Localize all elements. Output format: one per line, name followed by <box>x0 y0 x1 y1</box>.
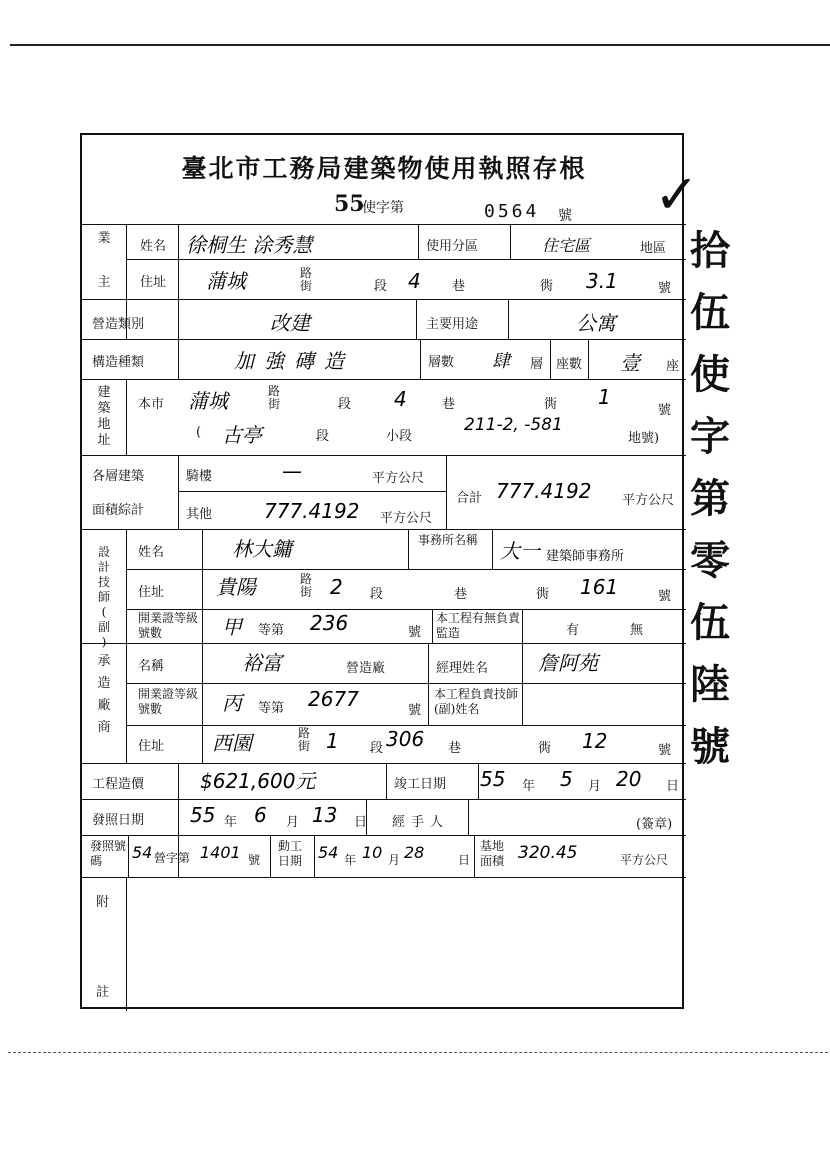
main-use-label: 主要用途 <box>426 317 479 332</box>
site-number-word: 號 <box>658 403 672 418</box>
site-section-word: 段 <box>338 397 352 412</box>
contractor-addr-label: 住址 <box>138 739 165 754</box>
page-top-edge <box>10 44 830 46</box>
total-area-label: 合計 <box>456 491 483 506</box>
rule <box>270 835 271 877</box>
owner-addr-city: 蒲城 <box>206 269 246 293</box>
license-suffix: 號 <box>558 208 572 224</box>
rule <box>126 569 686 570</box>
rule <box>492 529 493 569</box>
rule <box>178 299 179 379</box>
rule <box>386 763 387 799</box>
designer-road-label: 路街 <box>300 572 313 599</box>
manager-label: 經理姓名 <box>436 661 489 676</box>
base-area-label: 基地面積 <box>480 839 505 868</box>
site-number-value: 1 <box>598 385 611 409</box>
contractor-name-value: 裕富 <box>242 651 282 675</box>
rule <box>126 877 127 1011</box>
designer-office-value: 大一 <box>500 539 540 563</box>
rule <box>126 259 686 260</box>
arcade-label: 騎樓 <box>186 469 213 484</box>
rule <box>82 835 686 836</box>
contractor-lane-value: 306 <box>386 727 425 751</box>
contractor-license-label: 開業證等級號數 <box>138 687 199 716</box>
main-use-value: 公寓 <box>576 311 616 335</box>
permit-value: 54 <box>132 843 153 862</box>
start-day-word: 日 <box>458 853 471 867</box>
floors-value: 肆 <box>492 351 510 372</box>
rule <box>126 529 127 763</box>
designer-street-word: 衖 <box>536 587 550 602</box>
site-street-word: 衖 <box>544 397 558 412</box>
designer-addr-value: 貴陽 <box>216 575 256 599</box>
base-area-unit: 平方公尺 <box>620 853 669 867</box>
rule <box>82 643 686 644</box>
floors-unit: 層 <box>530 357 544 372</box>
contractor-road-label: 路街 <box>298 726 311 753</box>
owner-label-bottom: 主 <box>97 275 111 290</box>
other-area-unit: 平方公尺 <box>380 511 433 526</box>
owner-addr-label: 住址 <box>140 275 167 290</box>
floors-label: 層數 <box>428 355 455 370</box>
rule <box>550 339 551 379</box>
contractor-tech-label: 本工程負責技師(副)姓名 <box>434 687 519 716</box>
completion-label: 竣工日期 <box>394 777 447 792</box>
notes-label-bottom: 註 <box>96 985 110 1000</box>
site-lot-open: ( <box>196 425 202 440</box>
designer-license-number: 236 <box>310 611 349 635</box>
arcade-value: — <box>282 459 302 483</box>
rule <box>82 339 686 340</box>
rule <box>428 643 429 683</box>
structure-value: 加強磚造 <box>234 349 354 373</box>
contractor-number-value: 12 <box>582 729 608 753</box>
site-subsection-word: 小段 <box>386 429 413 444</box>
buildings-label: 座數 <box>556 357 583 372</box>
contractor-section-word: 段 <box>370 741 384 756</box>
sign-label: (簽章) <box>636 817 673 832</box>
rule <box>178 224 179 299</box>
other-area-value: 777.4192 <box>264 499 360 523</box>
rule <box>508 299 509 339</box>
designer-office-label: 事務所名稱 <box>418 533 479 547</box>
site-lot-section-word: 段 <box>316 429 330 444</box>
owner-number-word: 號 <box>658 281 672 296</box>
rule <box>418 224 419 259</box>
arcade-unit: 平方公尺 <box>372 471 425 486</box>
rule <box>522 643 523 683</box>
rule <box>82 529 686 530</box>
rule <box>82 877 686 878</box>
completion-year: 55 <box>480 767 506 791</box>
rule <box>588 339 589 379</box>
buildings-value: 壹 <box>620 351 640 375</box>
contractor-section-value: 1 <box>326 729 339 753</box>
site-section-label: 建 築 地 址 <box>97 385 111 448</box>
license-prefix-label: 使字第 <box>362 200 404 216</box>
supervise-value: 有 <box>566 623 580 638</box>
designer-lane-word: 巷 <box>454 587 468 602</box>
designer-number-word: 號 <box>658 589 672 604</box>
owner-name-value: 徐桐生 涂秀慧 <box>186 233 313 257</box>
area-label-line1: 各層建築 <box>92 469 145 484</box>
designer-grade-word: 等第 <box>258 623 285 638</box>
checkmark-icon: ✓ <box>654 163 700 226</box>
permit-number: 1401 <box>200 843 241 862</box>
form-title: 臺北市工務局建築物使用執照存根 <box>181 154 587 183</box>
rule <box>510 224 511 259</box>
rule <box>128 835 129 877</box>
owner-lane-word: 巷 <box>452 279 466 294</box>
rule <box>82 224 686 225</box>
contractor-number-word: 號 <box>658 743 672 758</box>
zone-suffix: 地區 <box>640 241 667 256</box>
contractor-license-number: 2677 <box>308 687 359 711</box>
site-road-value: 蒲城 <box>188 389 228 413</box>
completion-day: 20 <box>616 767 642 791</box>
rule <box>432 609 433 643</box>
site-lot-word: 地號) <box>628 431 660 446</box>
contractor-license-suffix: 號 <box>408 703 422 718</box>
designer-name-label: 姓名 <box>138 545 165 560</box>
rule <box>416 299 417 339</box>
rule <box>126 683 686 684</box>
manager-value: 詹阿苑 <box>538 651 598 675</box>
site-section-value: 4 <box>394 387 407 411</box>
contractor-section-label: 承 造 廠 商 <box>97 654 111 735</box>
owner-number-value: 3.1 <box>586 269 618 293</box>
completion-month: 5 <box>560 767 573 791</box>
designer-license-suffix: 號 <box>408 625 422 640</box>
contractor-street-word: 衖 <box>538 741 552 756</box>
start-month: 10 <box>362 843 383 862</box>
rule <box>408 529 409 569</box>
buildings-unit: 座 <box>666 359 680 374</box>
completion-year-word: 年 <box>522 779 536 794</box>
designer-name-value: 林大鏞 <box>232 537 292 561</box>
zone-label: 使用分區 <box>426 239 479 254</box>
construction-type-value: 改建 <box>270 311 310 335</box>
issue-day: 13 <box>312 803 338 827</box>
owner-label-top: 業 <box>97 231 111 246</box>
total-area-value: 777.4192 <box>496 479 592 503</box>
structure-label: 構造種類 <box>92 355 145 370</box>
contractor-addr-value: 西園 <box>212 731 252 755</box>
rule <box>202 529 203 763</box>
rule <box>522 609 523 643</box>
owner-street-word: 衖 <box>540 279 554 294</box>
site-road-label: 路街 <box>268 384 281 411</box>
supervise-none-word: 無 <box>630 623 644 638</box>
notes-label-top: 附 <box>96 895 110 910</box>
designer-office-suffix: 建築師事務所 <box>546 549 625 564</box>
contractor-firm-word: 營造廠 <box>346 661 386 676</box>
owner-section-word: 段 <box>374 279 388 294</box>
start-date-label: 動工日期 <box>278 839 303 868</box>
cost-label: 工程造價 <box>92 777 145 792</box>
owner-section-value: 4 <box>408 269 421 293</box>
site-lot-area: 古亭 <box>222 423 262 447</box>
designer-section-value: 2 <box>330 575 343 599</box>
cost-value: $621,600元 <box>200 769 316 793</box>
issue-month: 6 <box>254 803 267 827</box>
base-area-value: 320.45 <box>518 843 578 863</box>
construction-type-label: 營造類別 <box>92 317 145 332</box>
start-year-word: 年 <box>344 853 357 867</box>
supervise-label: 本工程有無負責監造 <box>436 611 521 640</box>
start-day: 28 <box>404 843 425 862</box>
designer-number-value: 161 <box>580 575 619 599</box>
rule <box>478 763 479 799</box>
rule <box>82 299 686 300</box>
rule <box>82 379 686 380</box>
permit-suffix: 號 <box>248 853 261 867</box>
rule <box>178 455 179 529</box>
area-label-line2: 面積綜計 <box>92 503 145 518</box>
issue-month-word: 月 <box>286 815 300 830</box>
designer-grade-value: 甲 <box>222 615 242 639</box>
owner-name-label: 姓名 <box>140 239 167 254</box>
issue-year: 55 <box>190 803 216 827</box>
contractor-grade-value: 丙 <box>222 691 242 715</box>
designer-addr-label: 住址 <box>138 585 165 600</box>
designer-license-label: 開業證等級號數 <box>138 611 199 640</box>
other-area-label: 其他 <box>186 507 213 522</box>
license-form <box>80 133 700 1009</box>
rule <box>178 491 446 492</box>
rule <box>126 609 686 610</box>
permit-label: 發照號碼 <box>90 839 127 868</box>
contractor-grade-word: 等第 <box>258 701 285 716</box>
rule <box>446 455 447 529</box>
license-year: 55 <box>334 191 365 217</box>
permit-word: 營字第 <box>154 851 191 865</box>
start-year: 54 <box>318 843 339 862</box>
site-lane-word: 巷 <box>442 397 456 412</box>
zone-value: 住宅區 <box>542 236 591 255</box>
rule <box>314 835 315 877</box>
rule <box>428 683 429 725</box>
rule <box>126 379 127 455</box>
start-month-word: 月 <box>388 853 401 867</box>
completion-month-word: 月 <box>588 779 602 794</box>
rule <box>126 725 686 726</box>
site-city-label: 本市 <box>138 397 165 412</box>
rule <box>82 799 686 800</box>
total-area-unit: 平方公尺 <box>622 493 675 508</box>
rule <box>82 763 686 764</box>
page-bottom-edge <box>8 1052 828 1053</box>
issue-year-word: 年 <box>224 815 238 830</box>
completion-day-word: 日 <box>666 779 680 794</box>
rule <box>468 799 469 835</box>
contractor-lane-word: 巷 <box>448 741 462 756</box>
issue-day-word: 日 <box>354 815 368 830</box>
designer-section-label: 設 計 技 師 ( 副 ) <box>97 545 110 649</box>
handler-label: 經手人 <box>392 815 450 830</box>
rule <box>474 835 475 877</box>
license-number: 0564 <box>484 201 540 222</box>
designer-section-word: 段 <box>370 587 384 602</box>
margin-stamp-text: 拾伍使字第零伍陸號 <box>690 227 730 770</box>
owner-road-label: 路街 <box>300 266 313 293</box>
rule <box>82 455 686 456</box>
site-lot-number: 211-2, -581 <box>464 415 563 435</box>
contractor-name-label: 名稱 <box>138 659 165 674</box>
rule <box>420 339 421 379</box>
issue-date-label: 發照日期 <box>92 813 145 828</box>
